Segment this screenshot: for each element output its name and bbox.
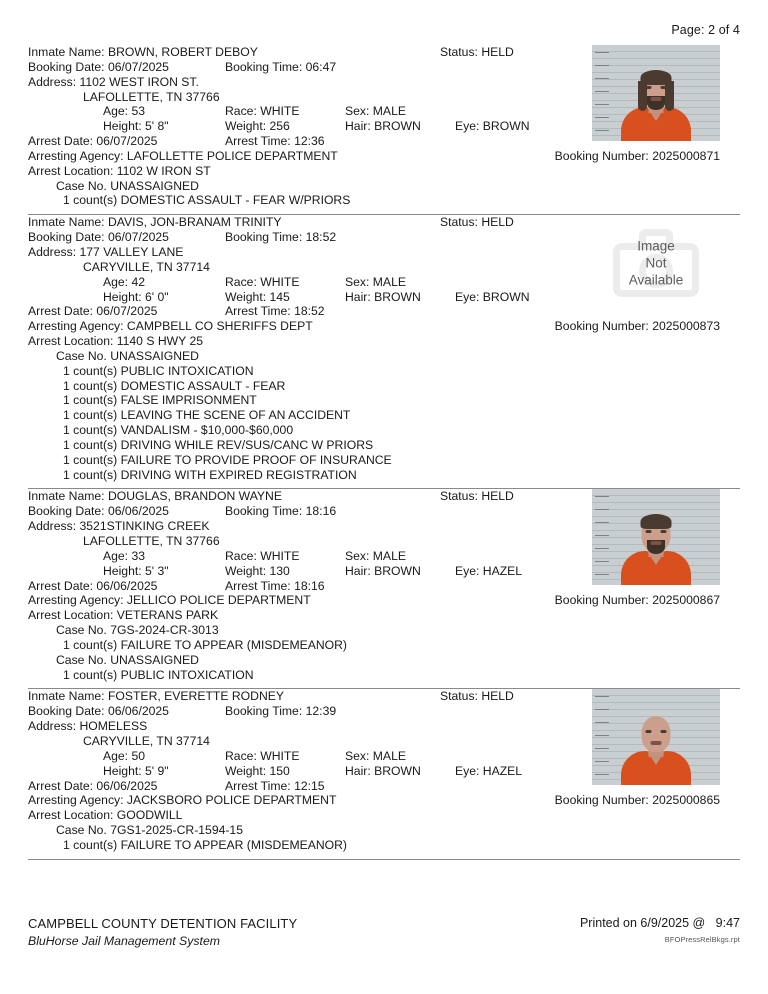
address-line bbox=[28, 75, 740, 90]
height-field bbox=[103, 564, 169, 579]
status-field-value: HELD bbox=[481, 489, 514, 504]
race-field-label: Race: bbox=[225, 748, 261, 763]
arrest-time-label: Arrest Time: bbox=[225, 134, 295, 149]
sex-field-label: Sex: bbox=[345, 748, 373, 763]
weight-field-label: Weight: bbox=[225, 289, 270, 304]
arrest-time bbox=[225, 779, 325, 794]
footer-right-block bbox=[580, 916, 740, 944]
eye-field bbox=[455, 119, 530, 134]
booking-time-label: Booking Time: bbox=[225, 504, 306, 519]
booking-time-label: Booking Time: bbox=[225, 59, 306, 74]
arresting-agency-value: JELLICO POLICE DEPARTMENT bbox=[126, 593, 311, 608]
hair-field bbox=[345, 290, 421, 305]
address-street-label: Address: bbox=[28, 719, 80, 734]
system-name: BluHorse Jail Management System bbox=[28, 934, 221, 948]
eye-field-value: BROWN bbox=[482, 289, 530, 304]
height-weight-hair-eye-line bbox=[28, 119, 740, 134]
arrest-time-value: 12:15 bbox=[294, 778, 325, 793]
arrest-time-label: Arrest Time: bbox=[225, 578, 295, 593]
address-city-line bbox=[28, 734, 740, 749]
booking-time-value: 18:52 bbox=[305, 230, 337, 245]
arrest-date bbox=[28, 579, 157, 594]
case-no-label: Case No. bbox=[56, 178, 111, 193]
booking-time bbox=[225, 230, 336, 245]
height-field-label: Height: bbox=[103, 763, 146, 778]
arresting-agency bbox=[28, 319, 313, 334]
arrest-datetime-line bbox=[28, 134, 740, 149]
arresting-agency-label: Arresting Agency: bbox=[28, 148, 127, 163]
weight-field-label: Weight: bbox=[225, 563, 270, 578]
hair-field-value: BROWN bbox=[374, 289, 421, 304]
booking-number-label: Booking Number: bbox=[554, 149, 653, 163]
status-field-label: Status: bbox=[440, 45, 482, 59]
inmate-fields bbox=[28, 215, 740, 482]
weight-field-value: 145 bbox=[269, 289, 290, 304]
age-field-label: Age: bbox=[103, 548, 132, 563]
footer-left-block bbox=[28, 916, 297, 948]
weight-field-label: Weight: bbox=[225, 763, 270, 778]
charge-line: 1 count(s) FAILURE TO PROVIDE PROOF OF INSURANCE bbox=[63, 452, 392, 467]
address-city: CARYVILLE, TN 37714 bbox=[83, 733, 210, 748]
booking-date-label: Booking Date: bbox=[28, 59, 108, 74]
arrest-location bbox=[28, 608, 218, 623]
printed-timestamp: Printed on 6/9/2025 @ 9:47 bbox=[579, 916, 740, 930]
race-field bbox=[225, 749, 300, 764]
arrest-time-value: 12:36 bbox=[294, 134, 325, 149]
address-line bbox=[28, 245, 740, 260]
inmate-fields bbox=[28, 45, 740, 208]
address-city-line bbox=[28, 90, 740, 105]
address-line bbox=[28, 719, 740, 734]
arrest-location bbox=[28, 334, 203, 349]
address-street bbox=[28, 519, 210, 534]
inmate-fields bbox=[28, 489, 740, 682]
booking-date-label: Booking Date: bbox=[28, 504, 108, 519]
eye-field-value: HAZEL bbox=[482, 563, 523, 578]
arrest-location-line bbox=[28, 164, 740, 179]
booking-date-label: Booking Date: bbox=[28, 230, 108, 245]
arresting-agency bbox=[28, 593, 311, 608]
arresting-agency-value: JACKSBORO POLICE DEPARTMENT bbox=[126, 793, 337, 808]
arrest-time-label: Arrest Time: bbox=[225, 778, 295, 793]
case-no-label: Case No. bbox=[56, 823, 111, 838]
inmate-name-value: DAVIS, JON-BRANAM TRINITY bbox=[107, 215, 282, 230]
arrest-location-value: GOODWILL bbox=[116, 808, 183, 823]
arrest-location-label: Arrest Location: bbox=[28, 163, 117, 178]
age-field-value: 50 bbox=[131, 748, 146, 763]
address-street-label: Address: bbox=[28, 244, 80, 259]
inmate-name bbox=[28, 689, 284, 704]
inmate-record bbox=[0, 45, 768, 208]
record-body bbox=[28, 215, 740, 482]
booking-datetime-line bbox=[28, 60, 740, 75]
height-field bbox=[103, 290, 169, 305]
address-city-line bbox=[28, 534, 740, 549]
image-not-available-line-3: Available bbox=[628, 272, 684, 288]
sex-field bbox=[345, 275, 406, 290]
arrest-location bbox=[28, 808, 182, 823]
arrest-date-value: 06/07/2025 bbox=[96, 134, 158, 149]
age-field bbox=[103, 549, 145, 564]
inmate-fields bbox=[28, 689, 740, 852]
arrest-date-label: Arrest Date: bbox=[28, 134, 97, 149]
booking-date-value: 06/07/2025 bbox=[107, 59, 169, 74]
sex-field-value: MALE bbox=[372, 748, 406, 763]
inmate-name-label: Inmate Name: bbox=[28, 489, 108, 504]
race-field bbox=[225, 549, 300, 564]
arrest-location-line bbox=[28, 334, 740, 349]
height-field-value: 5' 8" bbox=[145, 119, 169, 134]
race-field bbox=[225, 275, 300, 290]
weight-field bbox=[225, 564, 290, 579]
case-number-line bbox=[28, 179, 740, 194]
image-not-available-line-2: Not bbox=[645, 255, 667, 271]
inmate-record bbox=[0, 689, 768, 852]
status-field bbox=[440, 689, 514, 704]
address-street-value: 3521STINKING CREEK bbox=[79, 519, 210, 534]
status-field-value: HELD bbox=[481, 45, 514, 59]
booking-datetime-line bbox=[28, 230, 740, 245]
hair-field bbox=[345, 119, 421, 134]
inmate-name-value: FOSTER, EVERETTE RODNEY bbox=[107, 689, 285, 704]
booking-time bbox=[225, 704, 336, 719]
case-no-label: Case No. bbox=[56, 652, 111, 667]
case-no-label: Case No. bbox=[56, 623, 111, 638]
age-field-value: 33 bbox=[131, 548, 146, 563]
booking-number-value: 2025000871 bbox=[652, 149, 720, 163]
status-field-label: Status: bbox=[440, 689, 482, 704]
arrest-location-label: Arrest Location: bbox=[28, 334, 117, 349]
race-field-value: WHITE bbox=[260, 748, 300, 763]
height-field bbox=[103, 119, 169, 134]
inmate-records-list bbox=[0, 45, 768, 860]
case-number-line bbox=[28, 823, 740, 838]
sex-field-value: MALE bbox=[372, 274, 406, 289]
arresting-agency-label: Arresting Agency: bbox=[28, 793, 127, 808]
weight-field bbox=[225, 290, 290, 305]
status-field-value: HELD bbox=[481, 215, 514, 230]
arrest-date-label: Arrest Date: bbox=[28, 578, 97, 593]
address-city: CARYVILLE, TN 37714 bbox=[83, 259, 210, 274]
hair-field-label: Hair: bbox=[345, 119, 375, 134]
address-street-value: 1102 WEST IRON ST. bbox=[79, 74, 199, 89]
booking-number-value: 2025000867 bbox=[652, 593, 720, 608]
case-no-value: 7GS-2024-CR-3013 bbox=[110, 623, 219, 638]
eye-field-label: Eye: bbox=[455, 289, 483, 304]
booking-date-label: Booking Date: bbox=[28, 704, 108, 719]
charge-line: 1 count(s) FALSE IMPRISONMENT bbox=[63, 393, 257, 408]
arrest-time-value: 18:16 bbox=[294, 578, 325, 593]
race-field-value: WHITE bbox=[260, 104, 300, 119]
arrest-location-label: Arrest Location: bbox=[28, 608, 117, 623]
inmate-name-line bbox=[28, 489, 740, 504]
height-field-label: Height: bbox=[103, 289, 146, 304]
sex-field bbox=[345, 749, 406, 764]
age-field bbox=[103, 104, 145, 119]
page-footer bbox=[0, 916, 768, 976]
arresting-agency-label: Arresting Agency: bbox=[28, 319, 127, 334]
eye-field-value: HAZEL bbox=[482, 763, 523, 778]
case-no-label: Case No. bbox=[56, 348, 111, 363]
booking-time-value: 06:47 bbox=[305, 59, 337, 74]
address-street bbox=[28, 245, 183, 260]
age-field-value: 53 bbox=[131, 104, 146, 119]
weight-field-value: 150 bbox=[269, 763, 290, 778]
address-street-value: 177 VALLEY LANE bbox=[79, 244, 184, 259]
inmate-name bbox=[28, 215, 282, 230]
case-number-line bbox=[28, 349, 740, 364]
race-field-value: WHITE bbox=[260, 548, 300, 563]
arrest-location-line bbox=[28, 808, 740, 823]
booking-date-value: 06/06/2025 bbox=[107, 504, 169, 519]
inmate-name-label: Inmate Name: bbox=[28, 45, 108, 59]
sex-field bbox=[345, 549, 406, 564]
sex-field-value: MALE bbox=[372, 548, 406, 563]
arrest-time bbox=[225, 134, 325, 149]
race-field-label: Race: bbox=[225, 274, 261, 289]
arrest-date bbox=[28, 779, 157, 794]
record-divider bbox=[28, 859, 740, 860]
arresting-agency-value: CAMPBELL CO SHERIFFS DEPT bbox=[126, 319, 313, 334]
height-field-value: 5' 9" bbox=[145, 763, 169, 778]
booking-datetime-line bbox=[28, 704, 740, 719]
age-race-sex-line bbox=[28, 749, 740, 764]
height-weight-hair-eye-line bbox=[28, 564, 740, 579]
hair-field-value: BROWN bbox=[374, 763, 421, 778]
hair-field-label: Hair: bbox=[345, 763, 375, 778]
sex-field-label: Sex: bbox=[345, 274, 373, 289]
charge-line: 1 count(s) DOMESTIC ASSAULT - FEAR bbox=[63, 378, 286, 393]
charge-line: 1 count(s) FAILURE TO APPEAR (MISDEMEANOR) bbox=[63, 837, 347, 852]
charge-line: 1 count(s) PUBLIC INTOXICATION bbox=[63, 363, 254, 378]
charge-line: 1 count(s) DRIVING WITH EXPIRED REGISTRATION bbox=[63, 467, 357, 482]
booking-number-value: 2025000865 bbox=[652, 793, 720, 808]
age-race-sex-line bbox=[28, 104, 740, 119]
arrest-location-value: VETERANS PARK bbox=[116, 608, 219, 623]
height-field-label: Height: bbox=[103, 563, 146, 578]
charge-line: 1 count(s) FAILURE TO APPEAR (MISDEMEANOR) bbox=[63, 637, 347, 652]
charge-line: 1 count(s) DRIVING WHILE REV/SUS/CANC W PRIORS bbox=[63, 437, 374, 452]
arrest-location-value: 1102 W IRON ST bbox=[116, 163, 211, 178]
weight-field-value: 256 bbox=[269, 119, 290, 134]
arrest-location-label: Arrest Location: bbox=[28, 808, 117, 823]
image-not-available-line-1: Image bbox=[637, 238, 675, 254]
address-street bbox=[28, 719, 147, 734]
record-body bbox=[28, 489, 740, 682]
booking-date-value: 06/06/2025 bbox=[107, 704, 169, 719]
arresting-agency-line bbox=[28, 793, 740, 808]
race-field-label: Race: bbox=[225, 548, 261, 563]
age-race-sex-line bbox=[28, 549, 740, 564]
weight-field bbox=[225, 764, 290, 779]
report-file-name: BFOPressRelBkgs.rpt bbox=[664, 935, 740, 944]
status-field-label: Status: bbox=[440, 489, 482, 504]
address-city: LAFOLLETTE, TN 37766 bbox=[83, 534, 220, 548]
status-field-value: HELD bbox=[481, 689, 514, 704]
age-field-label: Age: bbox=[103, 274, 132, 289]
hair-field-value: BROWN bbox=[374, 119, 421, 134]
booking-time bbox=[225, 60, 336, 75]
eye-field bbox=[455, 290, 530, 305]
height-field bbox=[103, 764, 169, 779]
case-no-value: UNASSAIGNED bbox=[110, 348, 199, 363]
arrest-date-label: Arrest Date: bbox=[28, 304, 97, 319]
eye-field bbox=[455, 564, 522, 579]
booking-date bbox=[28, 704, 169, 719]
booking-number-value: 2025000873 bbox=[652, 319, 720, 334]
weight-field bbox=[225, 119, 290, 134]
arrest-time-value: 18:52 bbox=[294, 304, 325, 319]
arrest-date-value: 06/06/2025 bbox=[96, 578, 158, 593]
booking-datetime-line bbox=[28, 504, 740, 519]
inmate-name-line bbox=[28, 689, 740, 704]
arrest-location bbox=[28, 164, 211, 179]
charge-line: 1 count(s) LEAVING THE SCENE OF AN ACCIDENT bbox=[63, 408, 351, 423]
eye-field-label: Eye: bbox=[455, 563, 483, 578]
height-field-value: 6' 0" bbox=[145, 289, 169, 304]
weight-field-value: 130 bbox=[269, 563, 290, 578]
age-field-label: Age: bbox=[103, 104, 132, 119]
inmate-name-line bbox=[28, 45, 740, 60]
charge-line: 1 count(s) DOMESTIC ASSAULT - FEAR W/PRIORS bbox=[63, 193, 351, 208]
charge-line: 1 count(s) PUBLIC INTOXICATION bbox=[63, 667, 254, 682]
arrest-date bbox=[28, 134, 157, 149]
arresting-agency-value: LAFOLLETTE POLICE DEPARTMENT bbox=[126, 148, 338, 163]
booking-date bbox=[28, 60, 169, 75]
inmate-name-value: DOUGLAS, BRANDON WAYNE bbox=[107, 489, 282, 504]
arrest-datetime-line bbox=[28, 304, 740, 319]
age-field bbox=[103, 275, 145, 290]
eye-field bbox=[455, 764, 522, 779]
age-field-label: Age: bbox=[103, 748, 132, 763]
arrest-location-value: 1140 S HWY 25 bbox=[116, 334, 204, 349]
case-number-line bbox=[28, 653, 740, 668]
eye-field-label: Eye: bbox=[455, 763, 483, 778]
arrest-date-value: 06/07/2025 bbox=[96, 304, 158, 319]
booking-time bbox=[225, 504, 336, 519]
height-weight-hair-eye-line bbox=[28, 290, 740, 305]
inmate-record bbox=[0, 215, 768, 482]
booking-number-label: Booking Number: bbox=[554, 319, 653, 334]
case-no-value: 7GS1-2025-CR-1594-15 bbox=[110, 823, 243, 838]
status-field bbox=[440, 489, 514, 504]
arresting-agency bbox=[28, 793, 336, 808]
facility-name: CAMPBELL COUNTY DETENTION FACILITY bbox=[28, 916, 298, 931]
inmate-name-line bbox=[28, 215, 740, 230]
address-city: LAFOLLETTE, TN 37766 bbox=[83, 89, 220, 104]
arresting-agency-line bbox=[28, 319, 740, 334]
status-field bbox=[440, 215, 514, 230]
sex-field-label: Sex: bbox=[345, 104, 373, 119]
address-line bbox=[28, 519, 740, 534]
arresting-agency bbox=[28, 149, 338, 164]
arrest-time-label: Arrest Time: bbox=[225, 304, 295, 319]
eye-field-value: BROWN bbox=[482, 119, 530, 134]
address-street-value: HOMELESS bbox=[79, 719, 148, 734]
sex-field-value: MALE bbox=[372, 104, 406, 119]
booking-time-value: 18:16 bbox=[305, 504, 337, 519]
height-weight-hair-eye-line bbox=[28, 764, 740, 779]
height-field-value: 5' 3" bbox=[145, 563, 169, 578]
record-body bbox=[28, 45, 740, 208]
arrest-date-label: Arrest Date: bbox=[28, 778, 97, 793]
booking-time-value: 12:39 bbox=[305, 704, 337, 719]
hair-field bbox=[345, 764, 421, 779]
arrest-date bbox=[28, 304, 157, 319]
age-race-sex-line bbox=[28, 275, 740, 290]
hair-field bbox=[345, 564, 421, 579]
inmate-name-label: Inmate Name: bbox=[28, 689, 108, 704]
height-field-label: Height: bbox=[103, 119, 146, 134]
case-number-line bbox=[28, 623, 740, 638]
race-field-value: WHITE bbox=[260, 274, 300, 289]
inmate-name-label: Inmate Name: bbox=[28, 215, 108, 230]
case-no-value: UNASSAIGNED bbox=[110, 652, 199, 667]
hair-field-label: Hair: bbox=[345, 289, 375, 304]
hair-field-label: Hair: bbox=[345, 563, 375, 578]
address-street-label: Address: bbox=[28, 74, 80, 89]
booking-number-label: Booking Number: bbox=[554, 593, 653, 608]
address-street-label: Address: bbox=[28, 519, 80, 534]
inmate-name bbox=[28, 489, 282, 504]
sex-field-label: Sex: bbox=[345, 548, 373, 563]
address-street bbox=[28, 75, 199, 90]
case-no-value: UNASSAIGNED bbox=[110, 178, 199, 193]
record-body bbox=[28, 689, 740, 852]
arrest-location-line bbox=[28, 608, 740, 623]
age-field-value: 42 bbox=[131, 274, 146, 289]
age-field bbox=[103, 749, 145, 764]
arrest-datetime-line bbox=[28, 779, 740, 794]
eye-field-label: Eye: bbox=[455, 119, 483, 134]
address-city-line bbox=[28, 260, 740, 275]
booking-date-value: 06/07/2025 bbox=[107, 230, 169, 245]
arresting-agency-line bbox=[28, 149, 740, 164]
status-field bbox=[440, 45, 514, 60]
arresting-agency-line bbox=[28, 593, 740, 608]
inmate-name bbox=[28, 45, 258, 60]
booking-date bbox=[28, 504, 169, 519]
weight-field-label: Weight: bbox=[225, 119, 270, 134]
inmate-record bbox=[0, 489, 768, 682]
inmate-name-value: BROWN, ROBERT DEBOY bbox=[107, 45, 258, 59]
charge-line: 1 count(s) VANDALISM - $10,000-$60,000 bbox=[63, 423, 294, 438]
hair-field-value: BROWN bbox=[374, 563, 421, 578]
booking-time-label: Booking Time: bbox=[225, 230, 306, 245]
sex-field bbox=[345, 104, 406, 119]
arrest-time bbox=[225, 304, 325, 319]
booking-date bbox=[28, 230, 169, 245]
arresting-agency-label: Arresting Agency: bbox=[28, 593, 127, 608]
race-field-label: Race: bbox=[225, 104, 261, 119]
page-number-header: Page: 2 of 4 bbox=[671, 23, 740, 37]
status-field-label: Status: bbox=[440, 215, 482, 230]
race-field bbox=[225, 104, 300, 119]
booking-number-label: Booking Number: bbox=[554, 793, 653, 808]
arrest-datetime-line bbox=[28, 579, 740, 594]
booking-time-label: Booking Time: bbox=[225, 704, 306, 719]
arrest-time bbox=[225, 579, 325, 594]
arrest-date-value: 06/06/2025 bbox=[96, 778, 158, 793]
